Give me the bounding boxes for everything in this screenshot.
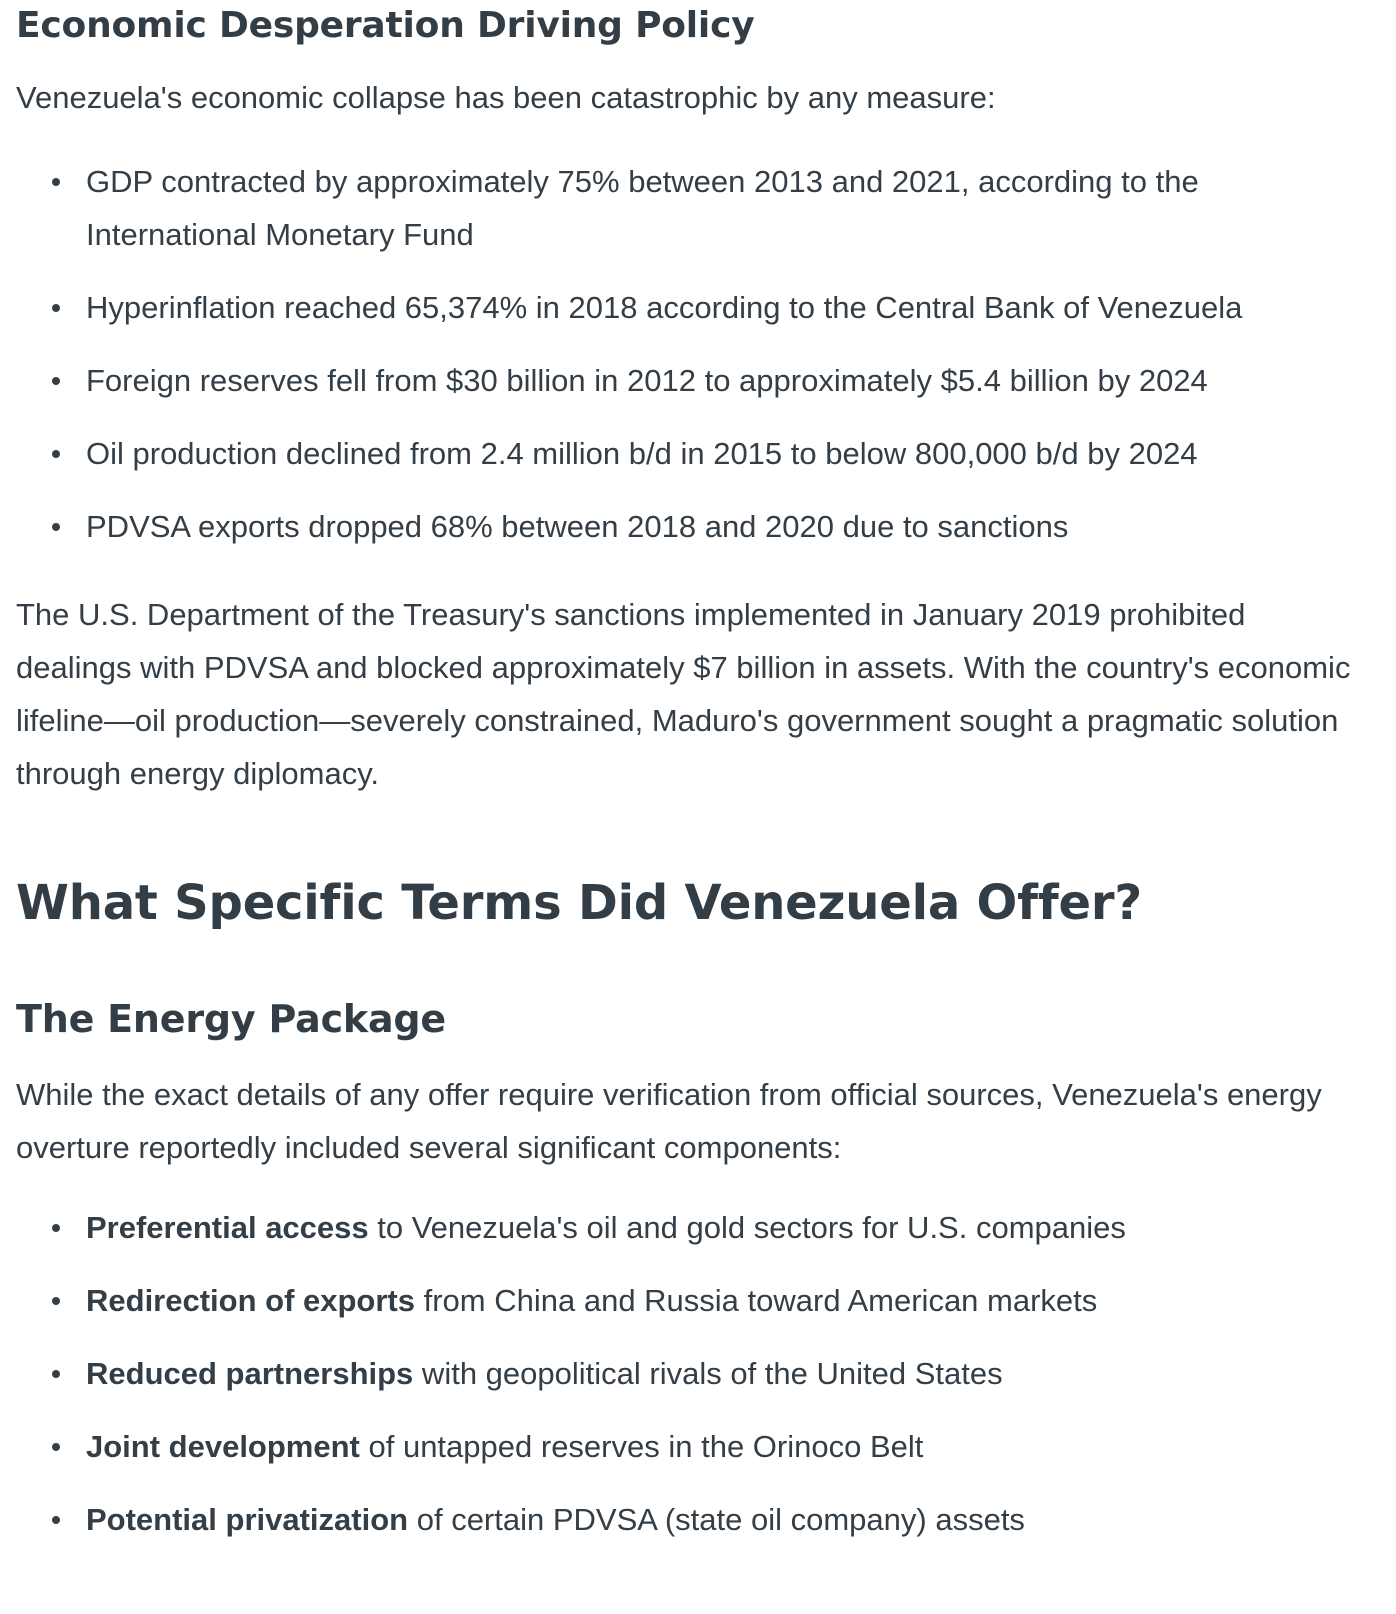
list-item: [0, 354, 1396, 407]
list-item: [0, 281, 1396, 334]
list-item-text: to Venezuela's oil and gold sectors for U.S. companies: [368, 1210, 1126, 1245]
bullet-icon: [52, 1493, 62, 1546]
list-item-text: Oil production declined from 2.4 million b/d in 2015 to below 800,000 b/d by 2024: [86, 436, 1198, 471]
list-item-text: Foreign reserves fell from $30 billion in 2012 to approximately $5.4 billion by 2024: [86, 363, 1208, 398]
bullet-icon: [52, 500, 62, 553]
list-item: [0, 1201, 1396, 1254]
list-item: [0, 500, 1396, 553]
bullet-icon: [52, 1274, 62, 1327]
list-item-text: GDP contracted by approximately 75% between 2013 and 2021, according to the International Monetary Fund: [86, 164, 1199, 252]
bullet-icon: [52, 1420, 62, 1473]
list-item-text: with geopolitical rivals of the United States: [413, 1356, 1003, 1391]
list-item: [0, 427, 1396, 480]
bullet-icon: [52, 1347, 62, 1400]
bullet-icon: [52, 354, 62, 407]
list-item-text: PDVSA exports dropped 68% between 2018 and 2020 due to sanctions: [86, 509, 1069, 544]
list-item-text: of certain PDVSA (state oil company) assets: [408, 1502, 1025, 1537]
list-item: [0, 1493, 1396, 1546]
list-item: [0, 1420, 1396, 1473]
list-item-bold: Reduced partnerships: [86, 1356, 414, 1391]
list-item-bold: Potential privatization: [86, 1502, 409, 1537]
energy-package-list: [0, 1201, 1396, 1566]
section-heading-specific-terms: What Specific Terms Did Venezuela Offer?: [16, 875, 1142, 931]
bullet-icon: [52, 427, 62, 480]
economic-indicators-list: [0, 155, 1396, 573]
section-heading-economic-desperation: Economic Desperation Driving Policy: [16, 5, 755, 46]
list-item-text: of untapped reserves in the Orinoco Belt: [359, 1429, 924, 1464]
list-item-text: Hyperinflation reached 65,374% in 2018 according to the Central Bank of Venezuela: [86, 290, 1243, 325]
list-item: [0, 1347, 1396, 1400]
economic-intro-paragraph: Venezuela's economic collapse has been catastrophic by any measure:: [16, 80, 996, 115]
energy-package-intro: While the exact details of any offer require verification from official sources, Venezuela's energy overture reportedly included several significant components:: [16, 1077, 1322, 1165]
list-item-bold: Preferential access: [86, 1210, 369, 1245]
bullet-icon: [52, 1201, 62, 1254]
bullet-icon: [52, 155, 62, 208]
list-item-text: from China and Russia toward American markets: [415, 1283, 1098, 1318]
list-item-bold: Redirection of exports: [86, 1283, 415, 1318]
list-item-bold: Joint development: [86, 1429, 360, 1464]
list-item: [0, 155, 1346, 261]
sanctions-paragraph: The U.S. Department of the Treasury's sanctions implemented in January 2019 prohibited dealings with PDVSA and blocked approximately $7 billion in assets. With the country's economic lifeline—oil production—severely constrained, Maduro's government sought a pragmatic solution through energy diplomacy.: [16, 597, 1351, 791]
subheading-energy-package: The Energy Package: [16, 997, 446, 1041]
list-item: [0, 1274, 1396, 1327]
bullet-icon: [52, 281, 62, 334]
